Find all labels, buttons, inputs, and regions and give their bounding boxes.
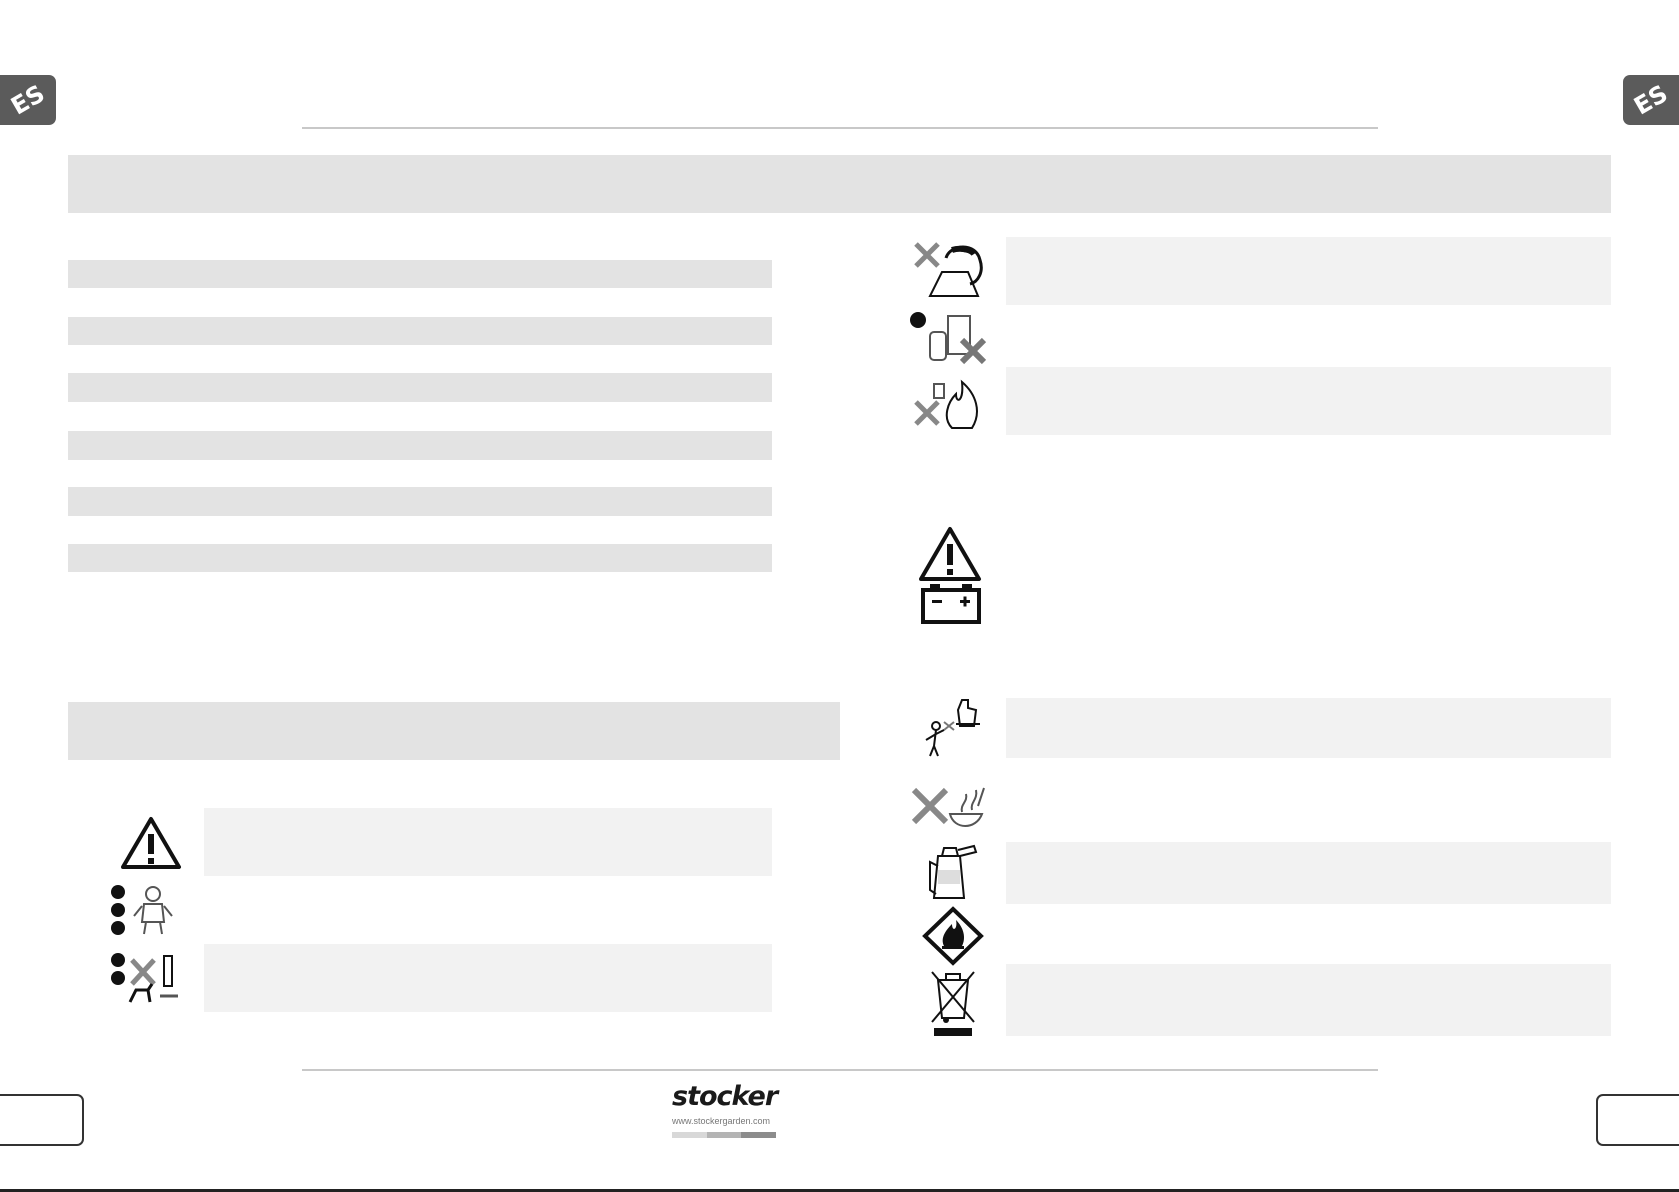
safety-text-box-1 — [204, 808, 772, 876]
spec-row-1 — [68, 260, 772, 288]
brand-logo: stocker — [672, 1081, 778, 1112]
battery-icon — [920, 584, 982, 624]
bottom-rule — [302, 1069, 1378, 1071]
no-fire-icon — [912, 372, 986, 432]
section-header-band — [68, 155, 1611, 213]
no-mixing-products-icon — [908, 310, 988, 366]
no-spraying-people-icon — [920, 696, 982, 758]
spec-row-4 — [68, 431, 772, 460]
safety-text-box-4 — [1006, 237, 1611, 305]
warning-triangle-icon — [120, 816, 182, 870]
safety-header-band — [68, 702, 840, 760]
warning-triangle-icon — [918, 526, 982, 582]
language-tab-right — [1623, 75, 1679, 125]
no-drinking-eating-icon — [910, 784, 992, 834]
brand-website: www.stockergarden.com — [672, 1116, 771, 1126]
safety-text-box-3 — [204, 944, 772, 1012]
page-number-box-right — [1596, 1094, 1679, 1146]
language-tab-left — [0, 75, 56, 125]
language-tab-right-label: ES — [1629, 79, 1673, 121]
protective-equipment-icon — [108, 884, 180, 936]
spec-row-2 — [68, 317, 772, 345]
flammable-icon — [922, 906, 984, 966]
safety-text-box-6 — [1006, 367, 1611, 435]
safety-text-box-9 — [1006, 842, 1611, 904]
sprayer-icon — [924, 842, 978, 904]
safety-text-box-11 — [1006, 964, 1611, 1036]
page-number-box-left — [0, 1094, 84, 1146]
weee-bin-icon — [928, 968, 978, 1038]
keep-away-children-animals-icon — [108, 952, 186, 1006]
spec-row-6 — [68, 544, 772, 572]
safety-text-box-7 — [1006, 698, 1611, 758]
spec-row-5 — [68, 487, 772, 516]
spec-row-3 — [68, 373, 772, 402]
language-tab-left-label: ES — [6, 79, 50, 121]
no-smoking-child-icon — [912, 240, 986, 300]
brand-color-bar — [672, 1132, 776, 1138]
top-rule — [302, 127, 1378, 129]
footer-logo — [672, 1082, 776, 1138]
